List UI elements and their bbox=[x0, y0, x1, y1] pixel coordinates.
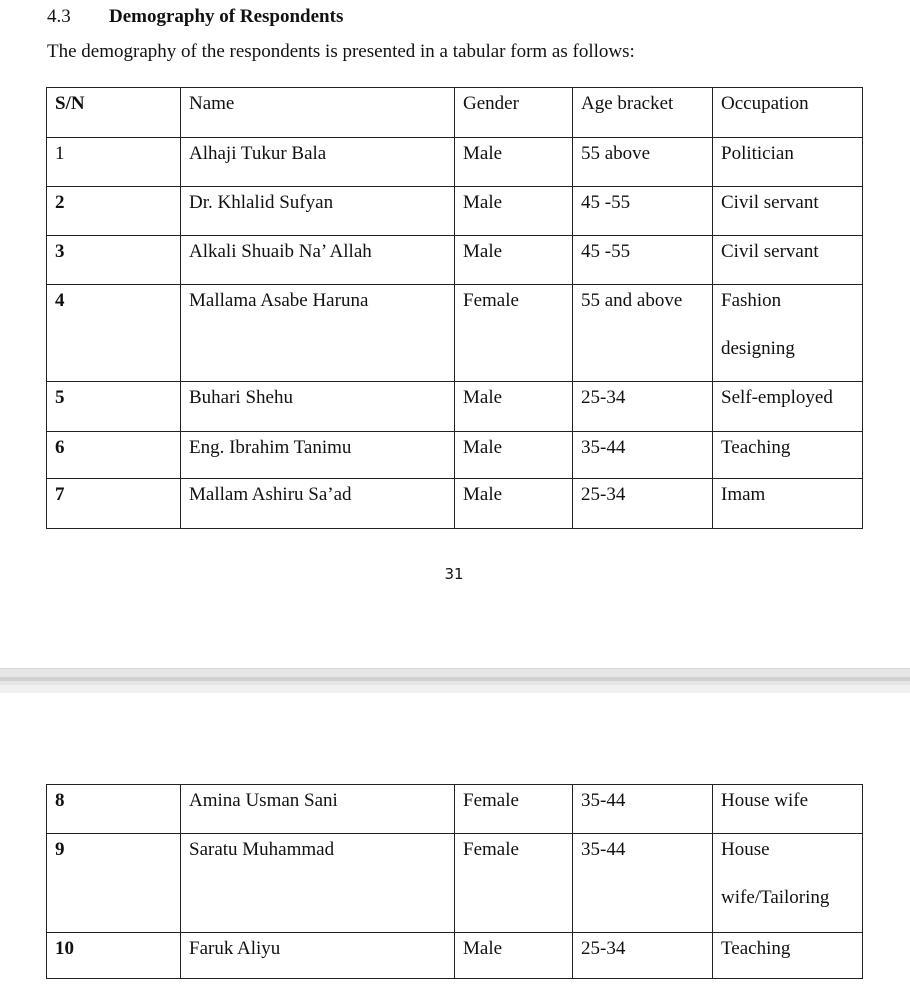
intro-paragraph: The demography of the respondents is presented in a tabular form as follows: bbox=[47, 41, 635, 62]
cell-sn: 4 bbox=[47, 285, 181, 382]
header-cell-age: Age bracket bbox=[573, 88, 713, 138]
cell-age: 25-34 bbox=[573, 479, 713, 529]
cell-occupation: Fashion designing bbox=[713, 285, 863, 382]
table-row bbox=[47, 933, 863, 979]
cell-name: Alkali Shuaib Na’ Allah bbox=[181, 236, 455, 285]
cell-sn: 10 bbox=[47, 933, 181, 979]
header-cell-sn: S/N bbox=[47, 88, 181, 138]
page-number: 31 bbox=[444, 565, 464, 583]
cell-occupation: House wife/Tailoring bbox=[713, 834, 863, 933]
section-number: 4.3 bbox=[47, 6, 71, 27]
cell-sn: 8 bbox=[47, 785, 181, 834]
cell-name: Amina Usman Sani bbox=[181, 785, 455, 834]
cell-age: 35-44 bbox=[573, 432, 713, 479]
cell-age: 25-34 bbox=[573, 933, 713, 979]
cell-gender: Male bbox=[455, 432, 573, 479]
cell-age: 35-44 bbox=[573, 785, 713, 834]
cell-name: Saratu Muhammad bbox=[181, 834, 455, 933]
cell-gender: Female bbox=[455, 834, 573, 933]
cell-name: Faruk Aliyu bbox=[181, 933, 455, 979]
section-heading bbox=[47, 6, 343, 28]
cell-name: Mallam Ashiru Sa’ad bbox=[181, 479, 455, 529]
cell-occupation: House wife bbox=[713, 785, 863, 834]
cell-sn: 6 bbox=[47, 432, 181, 479]
cell-age: 45 -55 bbox=[573, 187, 713, 236]
cell-gender: Male bbox=[455, 236, 573, 285]
cell-gender: Female bbox=[455, 285, 573, 382]
section-title: Demography of Respondents bbox=[109, 6, 344, 27]
cell-name: Mallama Asabe Haruna bbox=[181, 285, 455, 382]
header-cell-gender: Gender bbox=[455, 88, 573, 138]
table-row bbox=[47, 479, 863, 529]
header-cell-occupation: Occupation bbox=[713, 88, 863, 138]
cell-sn: 7 bbox=[47, 479, 181, 529]
cell-sn: 3 bbox=[47, 236, 181, 285]
cell-occupation: Imam bbox=[713, 479, 863, 529]
cell-gender: Male bbox=[455, 933, 573, 979]
cell-occupation: Teaching bbox=[713, 432, 863, 479]
cell-name: Eng. Ibrahim Tanimu bbox=[181, 432, 455, 479]
cell-sn: 1 bbox=[47, 138, 181, 187]
cell-sn: 5 bbox=[47, 382, 181, 432]
respondents-table bbox=[46, 87, 863, 529]
cell-name: Dr. Khlalid Sufyan bbox=[181, 187, 455, 236]
table-row bbox=[47, 834, 863, 933]
page-break-divider bbox=[0, 668, 910, 693]
cell-age: 55 above bbox=[573, 138, 713, 187]
cell-gender: Female bbox=[455, 785, 573, 834]
cell-name: Buhari Shehu bbox=[181, 382, 455, 432]
cell-gender: Male bbox=[455, 187, 573, 236]
cell-occupation: Civil servant bbox=[713, 236, 863, 285]
cell-gender: Male bbox=[455, 382, 573, 432]
header-cell-name: Name bbox=[181, 88, 455, 138]
cell-age: 55 and above bbox=[573, 285, 713, 382]
cell-occupation: Politician bbox=[713, 138, 863, 187]
cell-age: 35-44 bbox=[573, 834, 713, 933]
cell-age: 25-34 bbox=[573, 382, 713, 432]
respondents-table-continued bbox=[46, 784, 863, 979]
cell-gender: Male bbox=[455, 479, 573, 529]
cell-sn: 9 bbox=[47, 834, 181, 933]
cell-gender: Male bbox=[455, 138, 573, 187]
table-row bbox=[47, 285, 863, 382]
cell-name: Alhaji Tukur Bala bbox=[181, 138, 455, 187]
cell-occupation: Civil servant bbox=[713, 187, 863, 236]
cell-sn: 2 bbox=[47, 187, 181, 236]
cell-occupation: Self-employed bbox=[713, 382, 863, 432]
cell-age: 45 -55 bbox=[573, 236, 713, 285]
cell-occupation: Teaching bbox=[713, 933, 863, 979]
